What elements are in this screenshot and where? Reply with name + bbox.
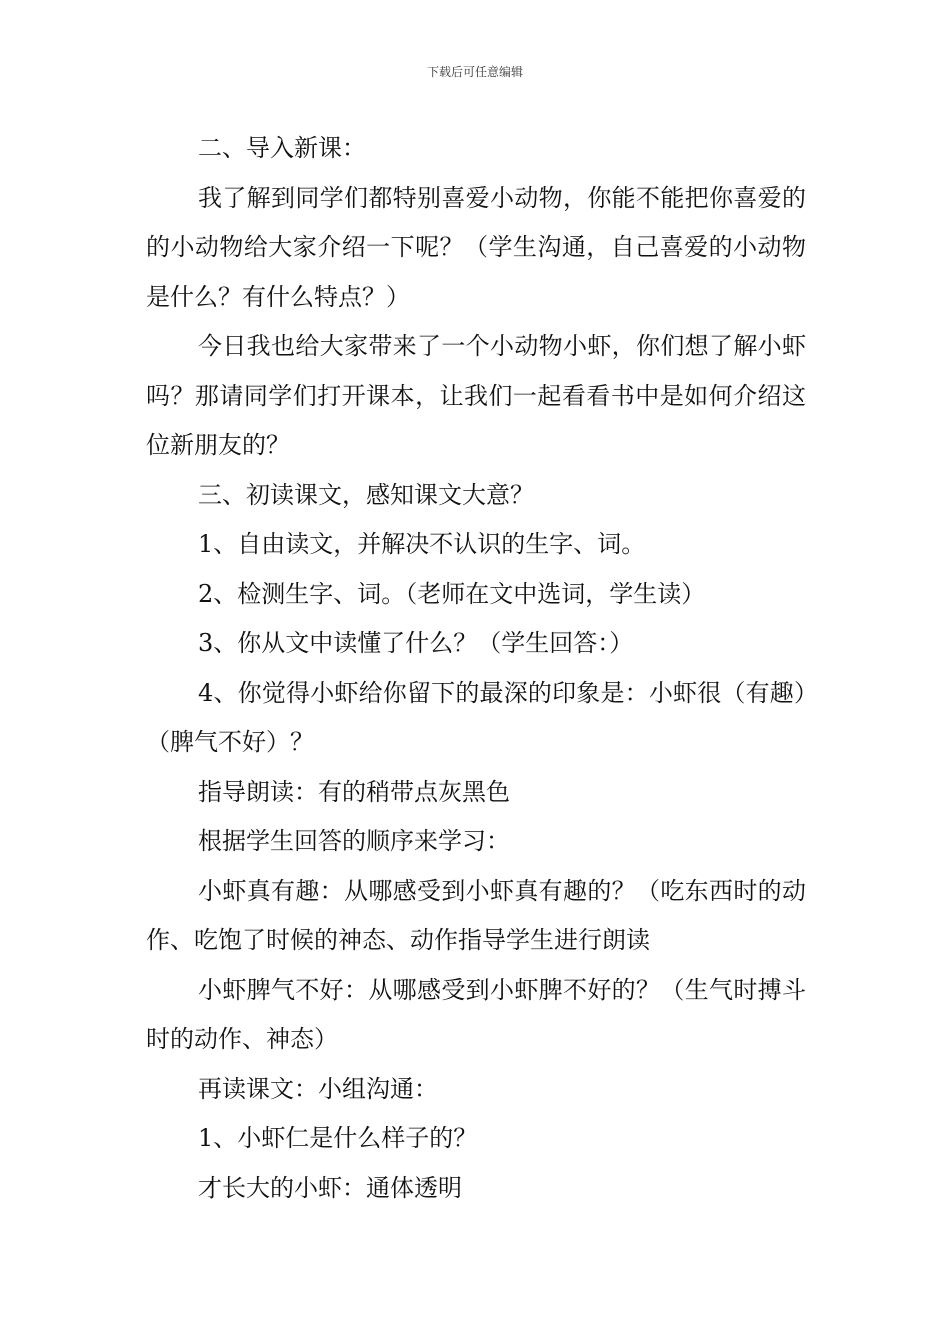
paragraph-step-1: 1、自由读文，并解决不认识的生字、词。 <box>198 530 646 558</box>
paragraph-shrimp-temper: 小虾脾气不好：从哪感受到小虾脾不好的？（生气时搏斗时的动作、神态） <box>146 975 806 1053</box>
paragraph-section-3-heading: 三、初读课文，感知课文大意？ <box>198 480 534 509</box>
paragraph-reread-group: 再读课文：小组沟通： <box>198 1074 438 1103</box>
paragraph-intro-question: 我了解到同学们都特别喜爱小动物，你能不能把你喜爱的的小动物给大家介绍一下呢？（学生沟通，自己喜爱的小动物是什么？有什么特点？） <box>146 183 806 311</box>
paragraph-learning-order: 根据学生回答的顺序来学习： <box>198 827 510 855</box>
paragraph-step-3: 3、你从文中读懂了什么？（学生回答：） <box>198 629 634 657</box>
page-header-note: 下载后可任意编辑 <box>426 65 523 79</box>
document-body <box>146 124 806 1213</box>
paragraph-step-4: 4、你觉得小虾给你留下的最深的印象是：小虾很（有趣）（脾气不好）？ <box>146 678 806 756</box>
paragraph-intro-shrimp: 今日我也给大家带来了一个小动物小虾，你们想了解小虾吗？那请同学们打开课本，让我们一起看看书中是如何介绍这位新朋友的？ <box>146 332 806 459</box>
paragraph-young-shrimp: 才长大的小虾：通体透明 <box>198 1173 462 1202</box>
paragraph-section-2-heading: 二、导入新课： <box>198 134 366 162</box>
paragraph-shrimp-interesting: 小虾真有趣：从哪感受到小虾真有趣的？（吃东西时的动作、吃饱了时候的神态、动作指导学生进行朗读 <box>146 876 806 954</box>
paragraph-group-question-1: 1、小虾仁是什么样子的？ <box>198 1124 478 1152</box>
paragraph-reading-guide: 指导朗读：有的稍带点灰黑色 <box>198 777 510 806</box>
paragraph-step-2: 2、检测生字、词。（老师在文中选词，学生读） <box>198 579 706 608</box>
